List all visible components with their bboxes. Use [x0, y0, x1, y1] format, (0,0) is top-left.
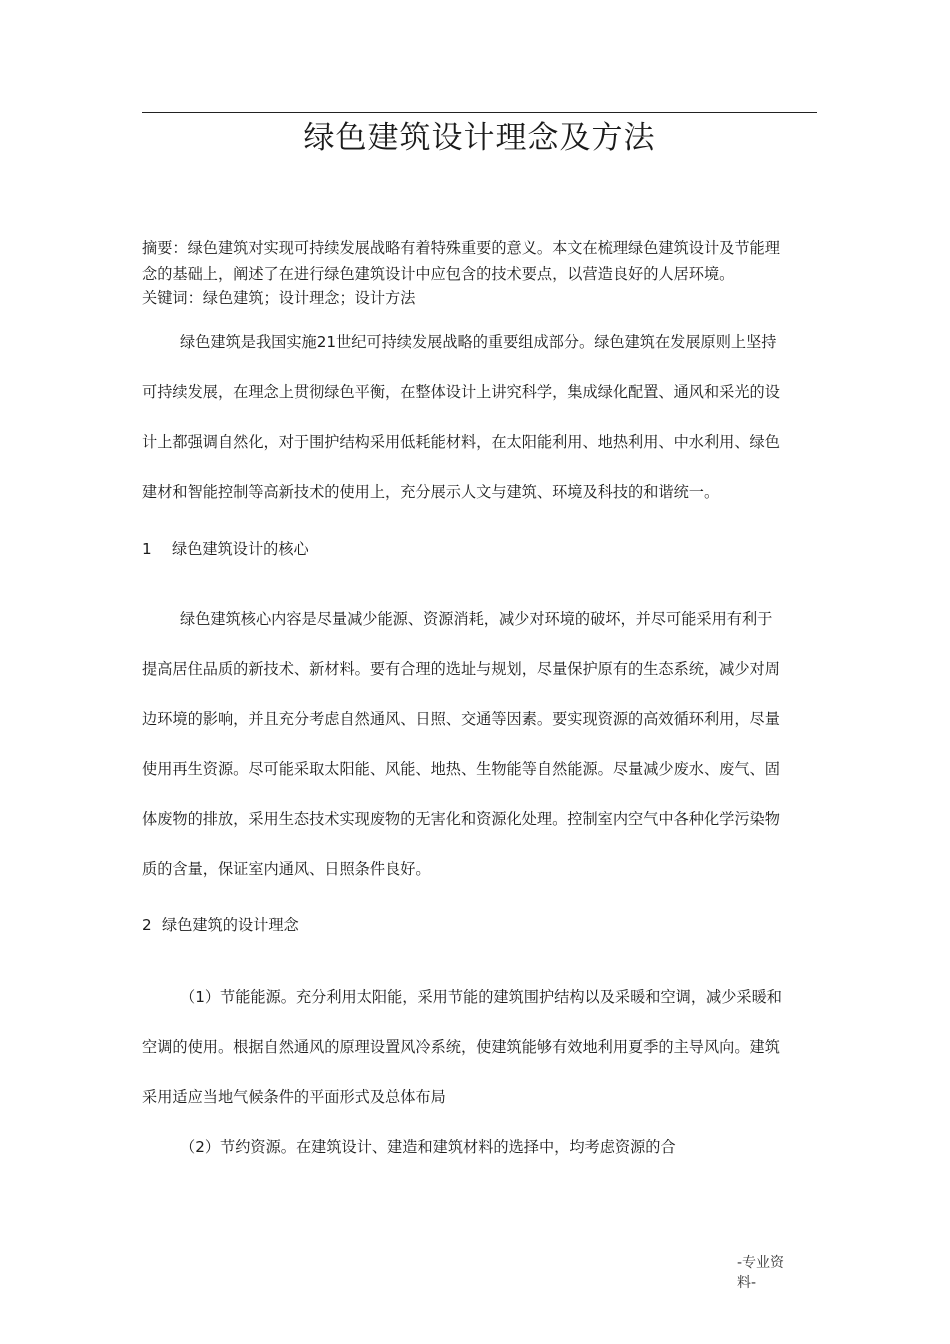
section-1-line-4: 使用再生资源。尽可能采取太阳能、风能、地热、生物能等自然能源。尽量减少废水、废气、固 — [142, 760, 780, 778]
section-2-heading — [142, 914, 299, 936]
abstract-line-1: 摘要：绿色建筑对实现可持续发展战略有着特殊重要的意义。本文在梳理绿色建筑设计及节能理 — [142, 239, 780, 257]
section-1-line-6: 质的含量，保证室内通风、日照条件良好。 — [142, 860, 431, 878]
footer-line-2: 料- — [737, 1275, 757, 1291]
intro-line-4: 建材和智能控制等高新技术的使用上，充分展示人文与建筑、环境及科技的和谐统一。 — [142, 483, 720, 501]
abstract-line-2: 念的基础上，阐述了在进行绿色建筑设计中应包含的技术要点，以营造良好的人居环境。 — [142, 265, 735, 283]
section-2-item-1-line-2: 空调的使用。根据自然通风的原理设置风冷系统，使建筑能够有效地利用夏季的主导风向。建筑 — [142, 1038, 780, 1056]
section-2-item-2-line-1: （2）节约资源。在建筑设计、建造和建筑材料的选择中，均考虑资源的合 — [180, 1138, 676, 1156]
header-rule — [142, 112, 817, 113]
section-1-line-2: 提高居住品质的新技术、新材料。要有合理的选址与规划，尽量保护原有的生态系统，减少对周 — [142, 660, 780, 678]
section-2-item-1-line-3: 采用适应当地气候条件的平面形式及总体布局 — [142, 1088, 446, 1106]
section-1-line-5: 体废物的排放，采用生态技术实现废物的无害化和资源化处理。控制室内空气中各种化学污染物 — [142, 810, 780, 828]
section-2-item-1-line-1: （1）节能能源。充分利用太阳能，采用节能的建筑围护结构以及采暖和空调，减少采暖和 — [180, 988, 782, 1006]
section-2-title: 绿色建筑的设计理念 — [162, 916, 299, 934]
intro-line-2: 可持续发展，在理念上贯彻绿色平衡，在整体设计上讲究科学，集成绿化配置、通风和采光的设 — [142, 383, 780, 401]
keywords-line: 关键词：绿色建筑；设计理念；设计方法 — [142, 289, 416, 307]
section-2-number: 2 — [142, 916, 152, 934]
section-1-heading — [142, 538, 309, 560]
section-1-line-1: 绿色建筑核心内容是尽量减少能源、资源消耗，减少对环境的破坏，并尽可能采用有利于 — [180, 610, 773, 628]
section-1-number: 1 — [142, 540, 152, 558]
document-title: 绿色建筑设计理念及方法 — [303, 120, 656, 156]
intro-line-3: 计上都强调自然化，对于围护结构采用低耗能材料，在太阳能利用、地热利用、中水利用、绿色 — [142, 433, 780, 451]
intro-line-1: 绿色建筑是我国实施21世纪可持续发展战略的重要组成部分。绿色建筑在发展原则上坚持 — [180, 333, 777, 351]
section-1-title: 绿色建筑设计的核心 — [172, 540, 309, 558]
footer-line-1: -专业资 — [737, 1255, 785, 1271]
section-1-line-3: 边环境的影响，并且充分考虑自然通风、日照、交通等因素。要实现资源的高效循环利用，尽量 — [142, 710, 780, 728]
